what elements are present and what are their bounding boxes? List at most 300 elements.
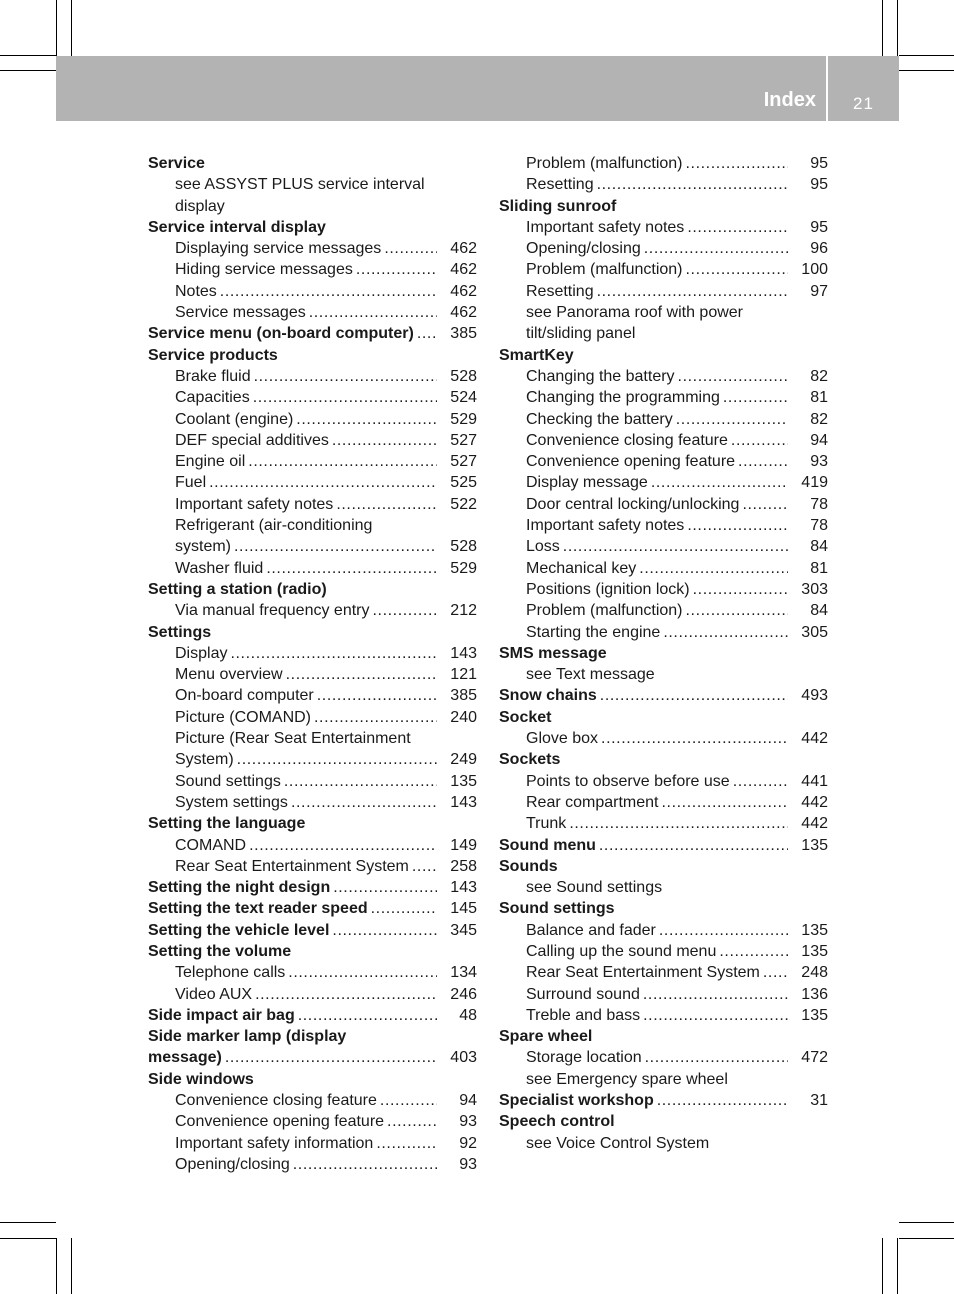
entry-text: Starting the engine [526, 623, 661, 641]
index-subentry [499, 515, 828, 536]
index-heading [148, 622, 477, 643]
dot-leader [601, 728, 788, 749]
entry-text: Side marker lamp (display [148, 1028, 347, 1046]
page-title: Index [763, 89, 816, 111]
index-subentry [499, 494, 828, 515]
entry-text: Spare wheel [499, 1028, 593, 1046]
entry-text: Sockets [499, 751, 561, 769]
index-heading [499, 749, 828, 770]
entry-text: Important safety notes [175, 495, 334, 513]
index-subentry [148, 558, 477, 579]
page-reference: 82 [810, 410, 828, 428]
index-subentry [499, 153, 828, 174]
entry-text: Video AUX [175, 985, 253, 1003]
dot-leader [220, 281, 437, 302]
index-subentry [148, 494, 477, 515]
page-reference: 95 [810, 218, 828, 236]
dot-leader [731, 430, 788, 451]
index-subentry [148, 174, 477, 195]
dot-leader [298, 1005, 437, 1026]
index-heading [499, 345, 828, 366]
entry-text: Important safety notes [526, 218, 685, 236]
index-heading [499, 685, 828, 706]
dot-leader [686, 600, 789, 621]
entry-text: Problem (malfunction) [526, 602, 683, 620]
index-heading [499, 856, 828, 877]
entry-text: see Voice Control System [526, 1134, 710, 1152]
index-subentry [148, 664, 477, 685]
page-reference: 84 [810, 602, 828, 620]
index-subentry [499, 813, 828, 834]
crop-mark [882, 0, 883, 56]
index-subentry [499, 217, 828, 238]
page-reference: 442 [801, 815, 828, 833]
crop-mark [56, 0, 57, 56]
entry-text: Picture (COMAND) [175, 708, 312, 726]
index-subentry [499, 472, 828, 493]
page-reference: 95 [810, 155, 828, 172]
index-subentry [499, 302, 828, 323]
dot-leader [332, 430, 437, 451]
page-reference: 135 [801, 1006, 828, 1024]
index-subentry [148, 1111, 477, 1132]
dot-leader [600, 685, 788, 706]
index-column-left [148, 153, 477, 1175]
page-reference: 94 [459, 1092, 477, 1110]
entry-text: Balance and fader [526, 921, 656, 939]
page-reference: 143 [450, 793, 477, 811]
dot-leader [687, 217, 788, 238]
page-reference: 529 [450, 410, 477, 428]
entry-text: Important safety notes [526, 517, 685, 535]
dot-leader [314, 707, 437, 728]
dot-leader [286, 664, 437, 685]
index-heading [499, 1090, 828, 1111]
dot-leader [678, 366, 788, 387]
dot-leader [723, 387, 788, 408]
crop-mark [71, 0, 72, 56]
index-subentry [499, 877, 828, 898]
entry-text: Via manual frequency entry [175, 602, 370, 620]
index-subentry [148, 259, 477, 280]
index-subentry [148, 1090, 477, 1111]
entry-text: Service interval display [148, 218, 326, 236]
entry-text: Specialist workshop [499, 1092, 654, 1110]
index-subentry [499, 622, 828, 643]
index-subentry [499, 600, 828, 621]
crop-mark [0, 1238, 56, 1239]
dot-leader [230, 643, 437, 664]
dot-leader [659, 920, 788, 941]
page-reference: 525 [450, 474, 477, 492]
entry-text: see Panorama roof with power [526, 304, 743, 322]
entry-text: Setting the night design [148, 879, 331, 897]
dot-leader [376, 1133, 437, 1154]
page-reference: 528 [450, 367, 477, 385]
entry-text: System settings [175, 793, 288, 811]
page-reference: 345 [450, 921, 477, 939]
entry-text: Setting the language [148, 815, 306, 833]
index-heading [148, 1026, 477, 1047]
crop-mark [56, 1238, 57, 1294]
entry-text: Opening/closing [175, 1155, 290, 1173]
dot-leader [686, 153, 789, 174]
index-heading [499, 707, 828, 728]
entry-text: see Text message [526, 666, 655, 684]
index-heading [148, 153, 477, 174]
index-column-right [499, 153, 828, 1154]
index-subentry [148, 409, 477, 430]
index-subentry [499, 664, 828, 685]
entry-text: Resetting [526, 176, 594, 194]
crop-mark [899, 1222, 954, 1223]
index-subentry [148, 302, 477, 323]
dot-leader [266, 558, 437, 579]
dot-leader [288, 962, 437, 983]
page-reference: 472 [801, 1049, 828, 1067]
page-reference: 305 [801, 623, 828, 641]
index-subentry [148, 451, 477, 472]
dot-leader [645, 1047, 788, 1068]
entry-text: Setting the vehicle level [148, 921, 330, 939]
entry-text: Socket [499, 708, 552, 726]
entry-text: Setting a station (radio) [148, 580, 327, 598]
page-reference: 524 [450, 389, 477, 407]
entry-text: Treble and bass [526, 1006, 641, 1024]
entry-text: Side impact air bag [148, 1006, 295, 1024]
page-reference: 258 [450, 857, 477, 875]
index-subentry [499, 1133, 828, 1154]
index-subentry [148, 749, 477, 770]
entry-text: Side windows [148, 1070, 254, 1088]
dot-leader [317, 685, 437, 706]
entry-text: Fuel [175, 474, 207, 492]
index-heading [148, 898, 477, 919]
page-reference: 135 [801, 921, 828, 939]
index-subentry [148, 707, 477, 728]
index-heading [148, 920, 477, 941]
index-subentry [148, 771, 477, 792]
index-subentry [499, 579, 828, 600]
entry-text: Storage location [526, 1049, 642, 1067]
index-subentry [499, 1005, 828, 1026]
index-heading [148, 1005, 477, 1026]
dot-leader [676, 409, 788, 430]
entry-text: Sliding sunroof [499, 197, 617, 215]
entry-text: tilt/sliding panel [526, 325, 636, 343]
index-subentry [148, 515, 477, 536]
dot-leader [569, 813, 788, 834]
entry-text: COMAND [175, 836, 247, 854]
entry-text: Capacities [175, 389, 250, 407]
page-reference: 143 [450, 644, 477, 662]
page-reference: 100 [801, 261, 828, 279]
dot-leader [693, 579, 788, 600]
dot-leader [209, 472, 437, 493]
crop-mark [0, 1222, 56, 1223]
index-subentry [148, 472, 477, 493]
page-reference: 441 [801, 772, 828, 790]
page-reference: 249 [450, 751, 477, 769]
entry-text: Positions (ignition lock) [526, 580, 690, 598]
dot-leader [248, 451, 437, 472]
entry-text: Glove box [526, 730, 599, 748]
entry-text: Menu overview [175, 666, 283, 684]
index-subentry [148, 728, 477, 749]
index-heading [148, 941, 477, 962]
index-heading [499, 1111, 828, 1132]
entry-text: Sounds [499, 857, 558, 875]
dot-leader [763, 962, 788, 983]
page-reference: 442 [801, 730, 828, 748]
index-heading [148, 579, 477, 600]
entry-text: Changing the battery [526, 367, 675, 385]
index-subentry [499, 366, 828, 387]
page-reference: 419 [801, 474, 828, 492]
entry-text: SMS message [499, 644, 607, 662]
entry-text: SmartKey [499, 346, 574, 364]
index-subentry [148, 196, 477, 217]
crop-mark [882, 1238, 883, 1294]
entry-text: Service messages [175, 304, 306, 322]
dot-leader [387, 1111, 437, 1132]
dot-leader [644, 238, 788, 259]
entry-text: system) [175, 538, 231, 556]
page-reference: 78 [810, 495, 828, 513]
dot-leader [293, 1154, 437, 1175]
dot-leader [686, 259, 789, 280]
index-subentry [148, 536, 477, 557]
page-reference: 212 [450, 602, 477, 620]
entry-text: Convenience opening feature [526, 453, 736, 471]
dot-leader [597, 281, 788, 302]
dot-leader [309, 302, 437, 323]
dot-leader [333, 877, 437, 898]
index-heading [499, 196, 828, 217]
index-subentry [499, 174, 828, 195]
entry-text: Sound settings [175, 772, 281, 790]
index-subentry [499, 323, 828, 344]
page-reference: 240 [450, 708, 477, 726]
index-subentry [148, 685, 477, 706]
dot-leader [599, 835, 788, 856]
dot-leader [651, 472, 788, 493]
entry-text: see Sound settings [526, 879, 663, 897]
page-reference: 385 [450, 325, 477, 343]
dot-leader [738, 451, 788, 472]
index-subentry [148, 835, 477, 856]
page-reference: 145 [450, 900, 477, 918]
index-subentry [148, 430, 477, 451]
dot-leader [253, 387, 437, 408]
page-reference: 246 [450, 985, 477, 1003]
index-subentry [499, 771, 828, 792]
dot-leader [249, 835, 437, 856]
page-reference: 303 [801, 580, 828, 598]
entry-text: On-board computer [175, 687, 314, 705]
page-reference: 493 [801, 687, 828, 705]
page-number: 21 [853, 94, 874, 113]
page-reference: 81 [810, 559, 828, 577]
dot-leader [643, 1005, 788, 1026]
entry-text: Surround sound [526, 985, 640, 1003]
dot-leader [563, 536, 788, 557]
entry-text: Calling up the sound menu [526, 942, 717, 960]
dot-leader [663, 622, 788, 643]
index-subentry [148, 643, 477, 664]
entry-text: Convenience opening feature [175, 1113, 385, 1131]
dot-leader [380, 1090, 437, 1111]
dot-leader [332, 920, 437, 941]
page-reference: 149 [450, 836, 477, 854]
index-subentry [499, 792, 828, 813]
entry-text: Settings [148, 623, 212, 641]
page-reference: 93 [459, 1155, 477, 1173]
entry-text: Service menu (on-board computer) [148, 325, 414, 343]
crop-mark [899, 70, 954, 71]
entry-text: Rear Seat Entertainment System [175, 857, 409, 875]
dot-leader [657, 1090, 788, 1111]
page-reference: 462 [450, 282, 477, 300]
page-reference: 93 [459, 1113, 477, 1131]
entry-text: DEF special additives [175, 431, 329, 449]
entry-text: Loss [526, 538, 560, 556]
entry-text: display [175, 197, 225, 215]
entry-text: Picture (Rear Seat Entertainment [175, 730, 411, 748]
dot-leader [356, 259, 437, 280]
page-reference: 462 [450, 240, 477, 258]
index-heading [499, 898, 828, 919]
index-subentry [148, 281, 477, 302]
entry-text: Service products [148, 346, 278, 364]
entry-text: Door central locking/unlocking [526, 495, 740, 513]
entry-text: Problem (malfunction) [526, 261, 683, 279]
page-reference: 31 [810, 1092, 828, 1110]
page-reference: 143 [450, 879, 477, 897]
index-heading [148, 877, 477, 898]
dot-leader [254, 366, 437, 387]
index-subentry [499, 238, 828, 259]
crop-mark [899, 55, 954, 56]
entry-text: Hiding service messages [175, 261, 353, 279]
entry-text: Telephone calls [175, 964, 286, 982]
entry-text: Important safety information [175, 1134, 374, 1152]
entry-text: Setting the text reader speed [148, 900, 368, 918]
dot-leader [412, 856, 437, 877]
index-subentry [499, 430, 828, 451]
entry-text: Mechanical key [526, 559, 637, 577]
entry-text: Sound menu [499, 836, 596, 854]
entry-text: see ASSYST PLUS service interval [175, 176, 425, 194]
page-reference: 92 [459, 1134, 477, 1152]
entry-text: Resetting [526, 282, 594, 300]
entry-text: Problem (malfunction) [526, 155, 683, 172]
page-reference: 462 [450, 304, 477, 322]
page-reference: 48 [459, 1006, 477, 1024]
entry-text: Displaying service messages [175, 240, 382, 258]
entry-text: Service [148, 155, 205, 172]
page-reference: 529 [450, 559, 477, 577]
page-reference: 97 [810, 282, 828, 300]
index-heading [148, 1069, 477, 1090]
index-subentry [499, 387, 828, 408]
index-subentry [499, 920, 828, 941]
index-subentry [499, 941, 828, 962]
entry-text: Checking the battery [526, 410, 673, 428]
entry-text: Rear compartment [526, 793, 659, 811]
index-heading [148, 345, 477, 366]
crop-mark [0, 55, 56, 56]
page-reference: 84 [810, 538, 828, 556]
index-subentry [499, 1069, 828, 1090]
index-subentry [499, 536, 828, 557]
page-reference: 528 [450, 538, 477, 556]
entry-text: Speech control [499, 1113, 615, 1131]
dot-leader [639, 558, 788, 579]
entry-text: Notes [175, 282, 217, 300]
dot-leader [417, 323, 437, 344]
page-reference: 81 [810, 389, 828, 407]
dot-leader [237, 749, 437, 770]
index-heading [499, 1026, 828, 1047]
page-reference: 248 [801, 964, 828, 982]
entry-text: Display [175, 644, 228, 662]
dot-leader [687, 515, 788, 536]
entry-text: Snow chains [499, 687, 597, 705]
dot-leader [225, 1047, 437, 1068]
index-subentry [499, 962, 828, 983]
dot-leader [662, 792, 789, 813]
dot-leader [255, 984, 437, 1005]
crop-mark [71, 1238, 72, 1294]
page-reference: 135 [450, 772, 477, 790]
entry-text: Engine oil [175, 453, 246, 471]
page-reference: 442 [801, 793, 828, 811]
index-subentry [148, 600, 477, 621]
dot-leader [733, 771, 788, 792]
index-heading [148, 813, 477, 834]
dot-leader [597, 174, 788, 195]
page-reference: 527 [450, 431, 477, 449]
page-reference: 522 [450, 495, 477, 513]
entry-text: Refrigerant (air-conditioning [175, 517, 373, 535]
index-heading [499, 835, 828, 856]
dot-leader [234, 536, 437, 557]
page-reference: 96 [810, 240, 828, 258]
page-reference: 136 [801, 985, 828, 1003]
dot-leader [372, 600, 437, 621]
page-reference: 527 [450, 453, 477, 471]
page-reference: 82 [810, 367, 828, 385]
dot-leader [336, 494, 437, 515]
index-heading [148, 217, 477, 238]
index-subentry [148, 238, 477, 259]
entry-text: see Emergency spare wheel [526, 1070, 728, 1088]
index-subentry [148, 856, 477, 877]
page-reference: 121 [450, 666, 477, 684]
page-reference: 403 [450, 1049, 477, 1067]
entry-text: Coolant (engine) [175, 410, 294, 428]
index-subentry [148, 984, 477, 1005]
entry-text: Washer fluid [175, 559, 264, 577]
entry-text: Trunk [526, 815, 567, 833]
index-subentry [499, 259, 828, 280]
entry-text: Rear Seat Entertainment System [526, 964, 760, 982]
entry-text: Points to observe before use [526, 772, 730, 790]
page-reference: 93 [810, 453, 828, 471]
index-subentry [499, 281, 828, 302]
entry-text: Sound settings [499, 900, 615, 918]
